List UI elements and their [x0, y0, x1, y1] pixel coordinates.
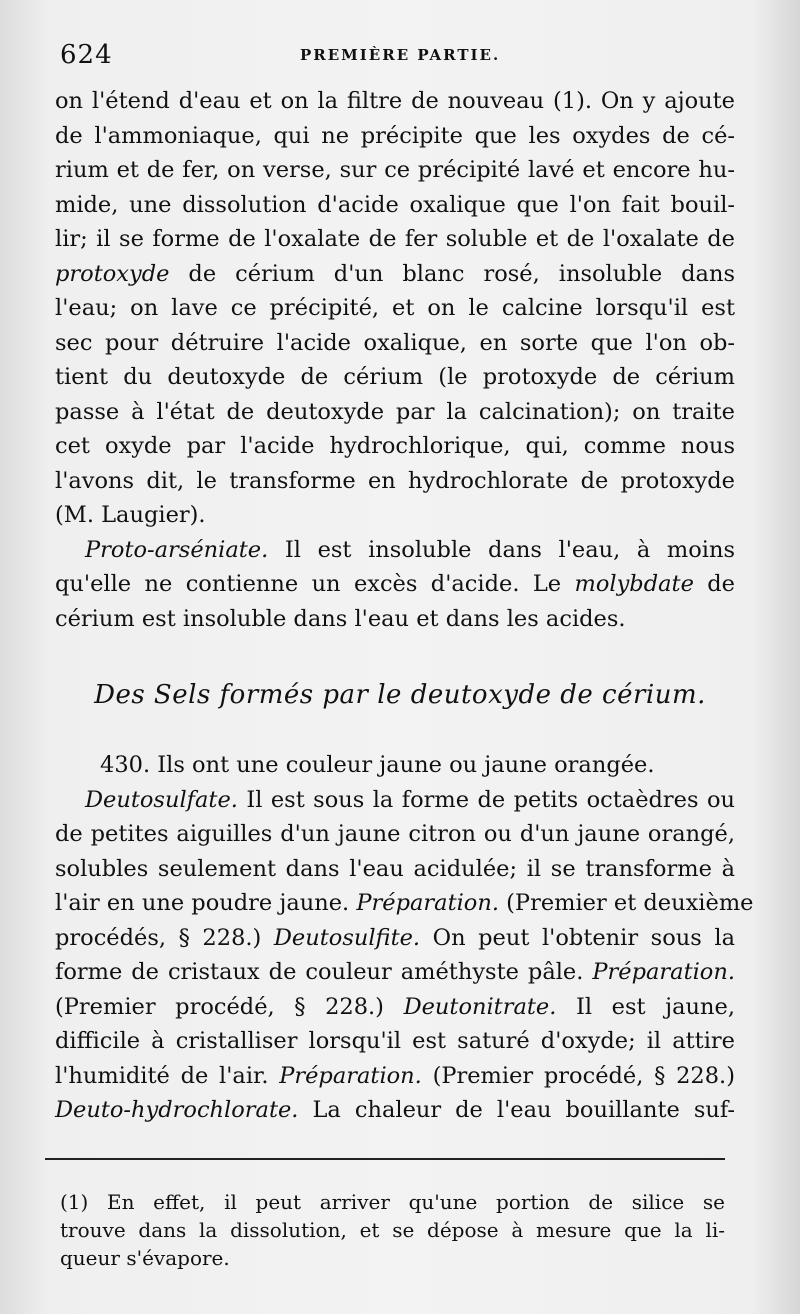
text-line: [55, 1093, 735, 1128]
text-line: cérium est insoluble dans l'eau et dans les acides.: [55, 605, 626, 632]
text-span: (Premier et deuxième: [499, 890, 754, 916]
text-span: forme de cristaux de couleur améthyste pâle.: [55, 959, 593, 985]
text-line: 430. Ils ont une couleur jaune ou jaune orangée.: [100, 752, 655, 778]
text-line: [55, 955, 735, 990]
text-line: cet oxyde par l'acide hydrochlorique, qui, comme nous: [55, 433, 735, 459]
text-span: de cérium d'un blanc rosé, insoluble dans: [169, 260, 735, 287]
text-span: procédés, § 228.): [55, 924, 274, 951]
italic-term: Deuto-hydrochlorate.: [55, 1097, 299, 1123]
paragraph-deutoxyde-salts: [55, 748, 754, 1128]
text-line: l'avons dit, le transforme en hydrochlorate de protoxyde: [55, 467, 735, 494]
text-line: lir; il se forme de l'oxalate de fer soluble et de l'oxalate de: [55, 226, 735, 252]
footnote-line: trouve dans la dissolution, et se dépose à mesure que la li-: [60, 1218, 725, 1242]
italic-term: Préparation.: [592, 959, 735, 985]
italic-term: molybdate: [574, 571, 694, 597]
footnote-line: (1) En effet, il peut arriver qu'une portion de silice se: [60, 1190, 725, 1214]
text-span: Il est insoluble dans l'eau, à moins: [268, 536, 735, 563]
text-line: de petites aiguilles d'un jaune citron ou d'un jaune orangé,: [55, 821, 735, 847]
text-line: mide, une dissolution d'acide oxalique que l'on fait bouil-: [55, 191, 735, 218]
text-line: on l'étend d'eau et on la filtre de nouveau (1). On y ajoute: [55, 88, 735, 114]
text-line: [55, 886, 754, 921]
text-span: de: [693, 571, 735, 597]
section-title: Des Sels formés par le deutoxyde de cérium.: [94, 680, 706, 710]
text-line: (M. Laugier).: [55, 502, 206, 528]
italic-term: Préparation.: [279, 1062, 422, 1089]
text-span: Il est sous la forme de petits octaèdres ou: [237, 786, 735, 813]
italic-term: Proto-arséniate.: [85, 536, 269, 563]
text-line: [55, 783, 735, 818]
page-number: 624: [60, 40, 113, 70]
text-span: qu'elle ne contienne un excès d'acide. Le: [55, 571, 575, 597]
italic-term: Deutonitrate.: [403, 993, 557, 1020]
text-span: l'air en une poudre jaune.: [55, 890, 357, 916]
text-span: (Premier procédé, § 228.): [421, 1062, 735, 1089]
text-line: l'eau; on lave ce précipité, et on le calcine lorsqu'il est: [55, 295, 735, 321]
text-line: solubles seulement dans l'eau acidulée; il se transforme à: [55, 855, 735, 882]
text-span: La chaleur de l'eau bouillante suf-: [298, 1097, 735, 1123]
text-line: [55, 567, 735, 602]
footnote: [60, 1188, 725, 1272]
page-header: [60, 36, 740, 76]
text-line: [55, 533, 735, 568]
italic-term: Deutosulfate.: [85, 786, 238, 813]
text-line: [55, 1059, 735, 1094]
text-line: [55, 921, 735, 956]
italic-term: protoxyde: [55, 260, 170, 287]
text-line: tient du deutoxyde de cérium (le protoxyde de cérium: [55, 364, 735, 390]
text-span: On peut l'obtenir sous la: [420, 924, 735, 951]
text-span: l'humidité de l'air.: [55, 1062, 280, 1089]
running-head: PREMIÈRE PARTIE.: [300, 46, 501, 64]
text-line: difficile à cristalliser lorsqu'il est saturé d'oxyde; il attire: [55, 1028, 735, 1054]
italic-term: Préparation.: [356, 890, 499, 916]
text-span: (Premier procédé, § 228.): [55, 993, 404, 1020]
italic-term: Deutosulfite.: [273, 924, 421, 951]
text-line: sec pour détruire l'acide oxalique, en sorte que l'on ob-: [55, 329, 735, 356]
footnote-rule: [45, 1158, 725, 1160]
text-line: [55, 990, 735, 1025]
paragraph-oxalate-method: [55, 84, 735, 636]
text-span: Il est jaune,: [556, 993, 735, 1020]
text-line: de l'ammoniaque, qui ne précipite que les oxydes de cé-: [55, 122, 735, 149]
text-line: rium et de fer, on verse, sur ce précipité lavé et encore hu-: [55, 157, 735, 183]
text-line: [55, 257, 735, 292]
text-line: passe à l'état de deutoxyde par la calcination); on traite: [55, 398, 735, 425]
footnote-line: queur s'évapore.: [60, 1246, 230, 1270]
